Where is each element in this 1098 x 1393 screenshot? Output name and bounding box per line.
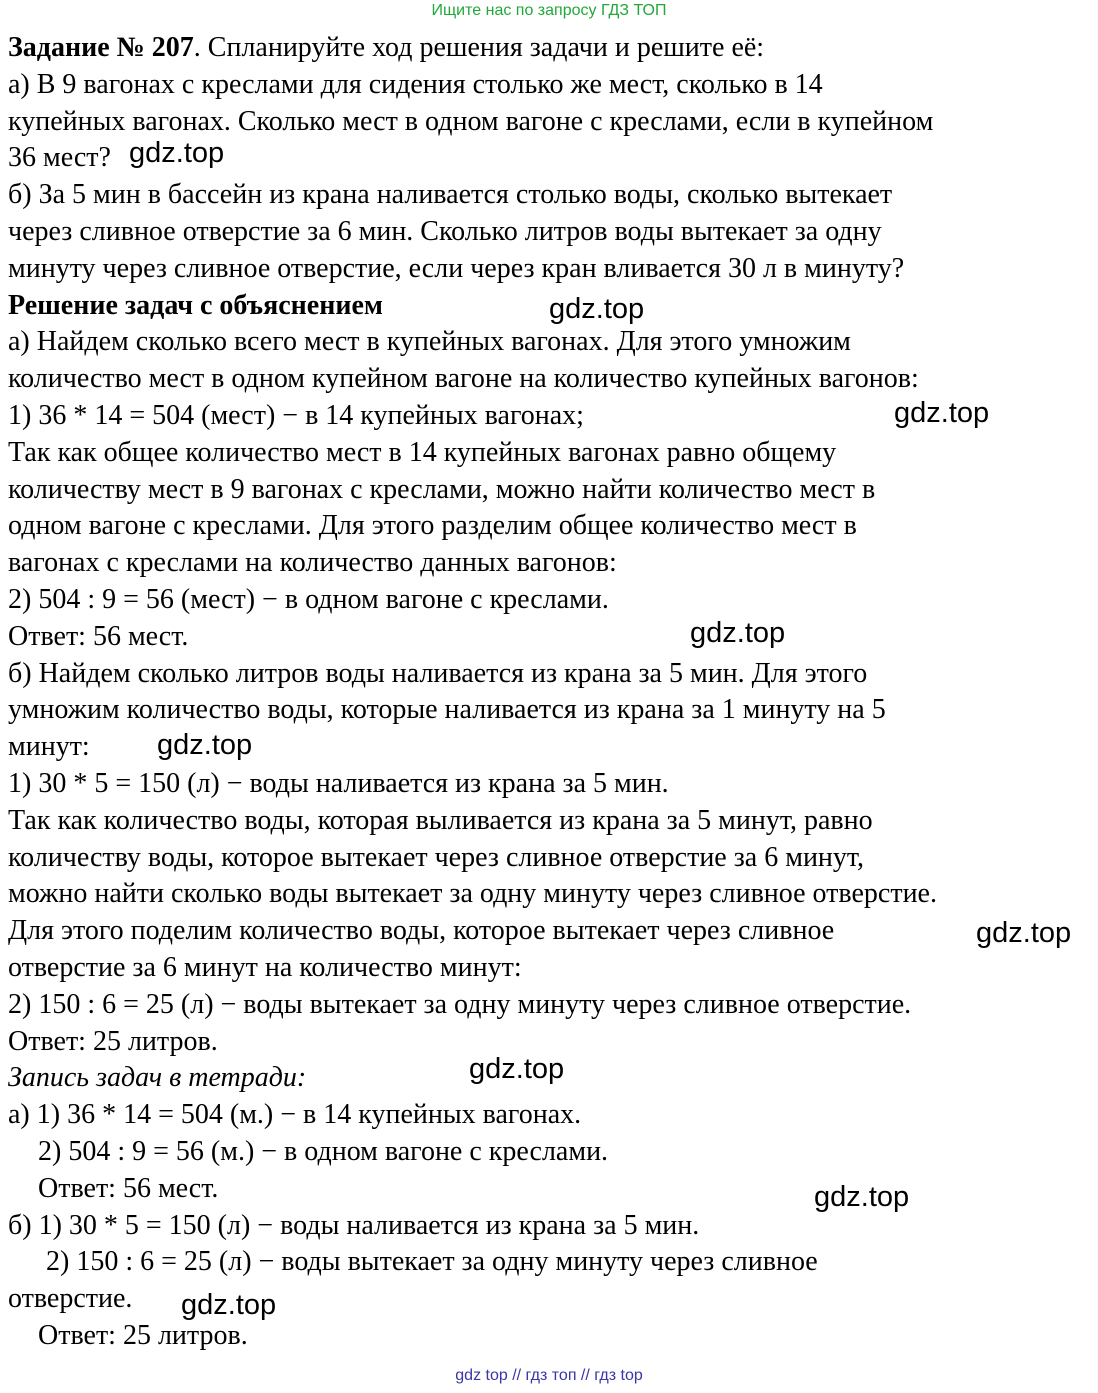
- solution-line: 1) 30 * 5 = 150 (л) − воды наливается из крана за 5 мин.: [8, 767, 669, 799]
- solution-line: можно найти сколько воды вытекает за одну минуту через сливное отверстие.: [8, 878, 937, 910]
- solution-line: умножим количество воды, которые наливается из крана за 1 минуту на 5: [8, 694, 886, 726]
- solution-line: Ответ: 25 литров.: [8, 1025, 218, 1057]
- solution-line: вагонах с креслами на количество данных вагонов:: [8, 547, 617, 579]
- task-line: 36 мест?: [8, 142, 111, 174]
- document-body: [8, 30, 1093, 1355]
- task-line: а) В 9 вагонах с креслами для сидения столько же мест, сколько в 14: [8, 68, 823, 100]
- watermark: gdz.top: [976, 917, 1072, 949]
- task-title: Задание № 207: [8, 32, 194, 63]
- task-title-line: [8, 30, 1093, 67]
- solution-line: Ответ: 56 мест.: [8, 620, 189, 652]
- notebook-line: отверстие.: [8, 1283, 133, 1315]
- solution-line: 2) 150 : 6 = 25 (л) − воды вытекает за одну минуту через сливное отверстие.: [8, 988, 912, 1020]
- top-banner: Ищите нас по запросу ГДЗ ТОП: [431, 2, 667, 19]
- solution-line: количеству воды, которое вытекает через сливное отверстие за 6 минут,: [8, 841, 865, 873]
- notebook-line: 2) 150 : 6 = 25 (л) − воды вытекает за одну минуту через сливное: [46, 1246, 818, 1278]
- notebook-line: 2) 504 : 9 = 56 (м.) − в одном вагоне с креслами.: [38, 1135, 609, 1167]
- solution-line: Для этого поделим количество воды, которое вытекает через сливное: [8, 915, 835, 947]
- solution-line: Так как количество воды, которая выливается из крана за 5 минут, равно: [8, 804, 873, 836]
- solution-line: 1) 36 * 14 = 504 (мест) − в 14 купейных вагонах;: [8, 399, 584, 431]
- task-line: б) За 5 мин в бассейн из крана наливается столько воды, сколько вытекает: [8, 179, 893, 211]
- watermark: gdz.top: [157, 729, 253, 761]
- watermark: gdz.top: [469, 1053, 565, 1085]
- watermark: gdz.top: [690, 617, 786, 649]
- task-title-rest: . Спланируйте ход решения задачи и решите её:: [193, 32, 765, 63]
- task-line: купейных вагонах. Сколько мест в одном вагоне с креслами, если в купейном: [8, 105, 934, 137]
- solution-line: минут:: [8, 731, 90, 763]
- solution-line: б) Найдем сколько литров воды наливается из крана за 5 мин. Для этого: [8, 657, 868, 689]
- notebook-answer: Ответ: 56 мест.: [38, 1172, 219, 1204]
- task-line: через сливное отверстие за 6 мин. Сколько литров воды вытекает за одну: [8, 215, 882, 247]
- notebook-heading: Запись задач в тетради:: [8, 1062, 307, 1094]
- notebook-line: а) 1) 36 * 14 = 504 (м.) − в 14 купейных вагонах.: [8, 1099, 582, 1131]
- watermark: gdz.top: [129, 137, 225, 169]
- task-line: минуту через сливное отверстие, если через кран вливается 30 л в минуту?: [8, 252, 905, 284]
- solution-line: количество мест в одном купейном вагоне на количество купейных вагонов:: [8, 363, 919, 395]
- watermark: gdz.top: [814, 1181, 910, 1213]
- solution-line: отверстие за 6 минут на количество минут:: [8, 951, 522, 983]
- solution-line: Так как общее количество мест в 14 купейных вагонах равно общему: [8, 436, 837, 468]
- solution-line: 2) 504 : 9 = 56 (мест) − в одном вагоне с креслами.: [8, 583, 609, 615]
- watermark: gdz.top: [181, 1289, 277, 1321]
- solution-line: а) Найдем сколько всего мест в купейных вагонах. Для этого умножим: [8, 326, 851, 358]
- watermark: gdz.top: [549, 293, 645, 325]
- notebook-answer: Ответ: 25 литров.: [38, 1319, 248, 1351]
- watermark: gdz.top: [894, 397, 990, 429]
- notebook-line: б) 1) 30 * 5 = 150 (л) − воды наливается из крана за 5 мин.: [8, 1209, 700, 1241]
- solution-heading: Решение задач с объяснением: [8, 289, 383, 321]
- solution-line: одном вагоне с креслами. Для этого разделим общее количество мест в: [8, 510, 857, 542]
- footer-links: gdz top // гдз топ // гдз top: [455, 1367, 643, 1384]
- solution-line: количеству мест в 9 вагонах с креслами, можно найти количество мест в: [8, 473, 876, 505]
